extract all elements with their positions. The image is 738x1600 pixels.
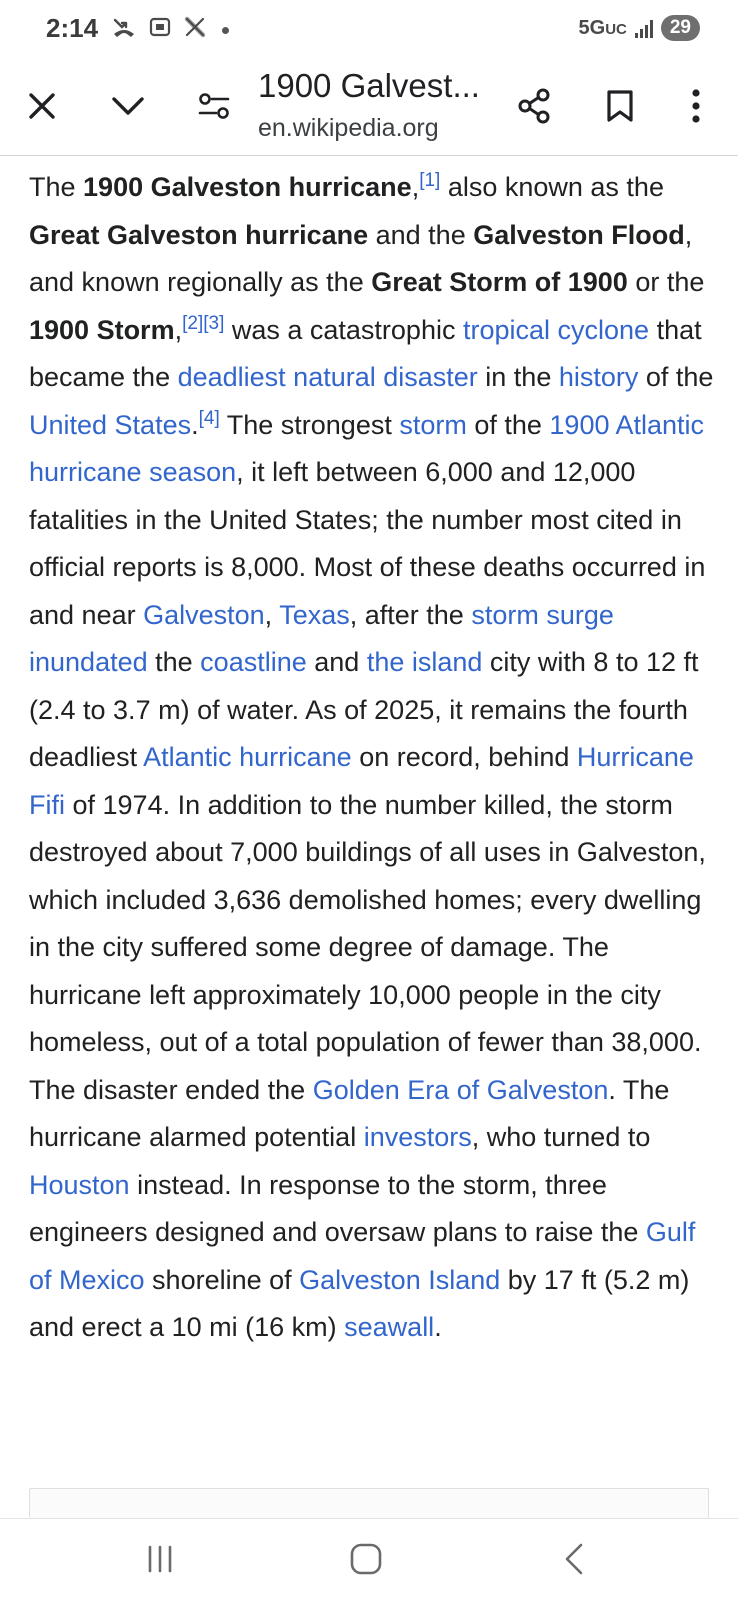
link-gulf-of-mexico[interactable]: Gulf of Mexico <box>29 1217 696 1295</box>
battery-icon: 29 <box>661 15 700 41</box>
status-bar <box>0 0 738 60</box>
link-united-states[interactable]: United States <box>29 409 192 440</box>
share-button[interactable] <box>512 84 556 128</box>
bold-term: Great Storm of 1900 <box>371 267 628 297</box>
network-type: 5GUC <box>578 16 627 39</box>
recent-apps-icon <box>145 1545 175 1573</box>
notification-dot-icon <box>222 27 229 34</box>
chevron-down-icon <box>111 95 145 117</box>
page-url: en.wikipedia.org <box>258 114 439 142</box>
system-navigation-bar <box>0 1518 738 1600</box>
link-coastline[interactable]: coastline <box>200 647 307 677</box>
bold-term: Great Galveston hurricane <box>29 219 369 250</box>
share-icon <box>517 88 551 124</box>
bold-term: Galveston Flood <box>473 219 685 250</box>
close-icon <box>27 91 57 121</box>
link-history[interactable]: history <box>558 362 639 392</box>
link-golden-era-of-galveston[interactable]: Golden Era of Galveston <box>312 1074 609 1105</box>
link-galveston-island[interactable]: Galveston Island <box>299 1264 501 1295</box>
page-title: 1900 Galvest... <box>258 67 480 104</box>
link-storm-surge[interactable]: storm surge <box>471 599 614 630</box>
close-button[interactable] <box>20 84 64 128</box>
link-investors[interactable]: investors <box>363 1122 472 1152</box>
link-tropical-cyclone[interactable]: tropical cyclone <box>462 314 650 345</box>
bookmark-icon <box>606 89 634 123</box>
back-button[interactable] <box>544 1539 604 1579</box>
back-icon <box>564 1542 584 1576</box>
page-info-icon <box>198 92 230 120</box>
screen-record-icon <box>148 16 172 44</box>
link-galveston[interactable]: Galveston <box>143 599 265 630</box>
reference-link[interactable]: [1] <box>419 170 441 191</box>
more-options-button[interactable] <box>674 84 718 128</box>
bookmark-button[interactable] <box>598 84 642 128</box>
page-title-block[interactable] <box>258 64 498 146</box>
reference-link[interactable]: [4] <box>198 407 220 429</box>
signal-icon <box>635 18 653 38</box>
bold-term: 1900 Storm <box>29 314 175 345</box>
link-1900-atlantic-hurricane-season[interactable]: 1900 Atlantic hurricane season <box>29 409 705 487</box>
more-icon <box>691 89 701 123</box>
link-seawall[interactable]: seawall <box>344 1312 435 1342</box>
home-icon <box>349 1542 383 1576</box>
reference-link[interactable]: [3] <box>203 312 225 334</box>
recent-apps-button[interactable] <box>130 1539 190 1579</box>
status-time: 2:14 <box>46 13 99 43</box>
page-info-button[interactable] <box>192 84 236 128</box>
link-the-island[interactable]: the island <box>366 647 483 677</box>
minimize-button[interactable] <box>106 84 150 128</box>
custom-tab-toolbar <box>0 60 738 156</box>
link-houston[interactable]: Houston <box>29 1169 130 1200</box>
link-texas[interactable]: Texas <box>279 599 350 630</box>
home-button[interactable] <box>336 1539 396 1579</box>
infobox-card-top <box>29 1488 709 1518</box>
article-lead-paragraph: The 1900 Galveston hurricane,[1] also known as the Great Galveston hurricane and the Galveston Flood, and known regionally as the Great Storm of 1900 or the 1900 Storm,[2][3] was a catastrophic tropical cyclone that became the deadliest natural disaster in the history of the United States.[4] The strongest storm of the 1900 Atlantic hurricane season, it left between 6,000 and 12,000 fatalities in the United States; the number most cited in official reports is 8,000. Most of these deaths occurred in and near Galveston, Texas, after the storm surge inundated the coastline and the island city with 8 to 12 ft (2.4 to 3.7 m) of water. As of 2025, it remains the fourth deadliest Atlantic hurricane on record, behind Hurricane Fifi of 1974. In addition to the number killed, the storm destroyed about 7,000 buildings of all uses in Galveston, which included 3,636 demolished homes; every dwelling in the city suffered some degree of damage. The hurricane left approximately 10,000 people in the city homeless, out of a total population of fewer than 38,000. The disaster ended the Golden Era of Galveston. The hurricane alarmed potential investors, who turned to Houston instead. In response to the storm, three engineers designed and oversaw plans to raise the Gulf of Mexico shoreline of Galveston Island by 17 ft (5.2 m) and erect a 10 mi (16 km) seawall. <box>29 170 714 1342</box>
link-hurricane-fifi[interactable]: Hurricane Fifi <box>29 742 694 820</box>
status-system-icons <box>579 15 701 41</box>
missed-call-icon <box>112 16 136 44</box>
link-atlantic-hurricane[interactable]: Atlantic hurricane <box>143 742 352 772</box>
link-storm[interactable]: storm <box>399 409 467 440</box>
x-app-icon <box>184 16 206 44</box>
reference-link[interactable]: [2] <box>182 312 204 334</box>
bold-term: 1900 Galveston hurricane <box>83 172 412 202</box>
link-inundated[interactable]: inundated <box>29 647 148 677</box>
link-deadliest-natural-disaster[interactable]: deadliest natural disaster <box>177 362 478 392</box>
status-notification-icons <box>112 16 229 44</box>
